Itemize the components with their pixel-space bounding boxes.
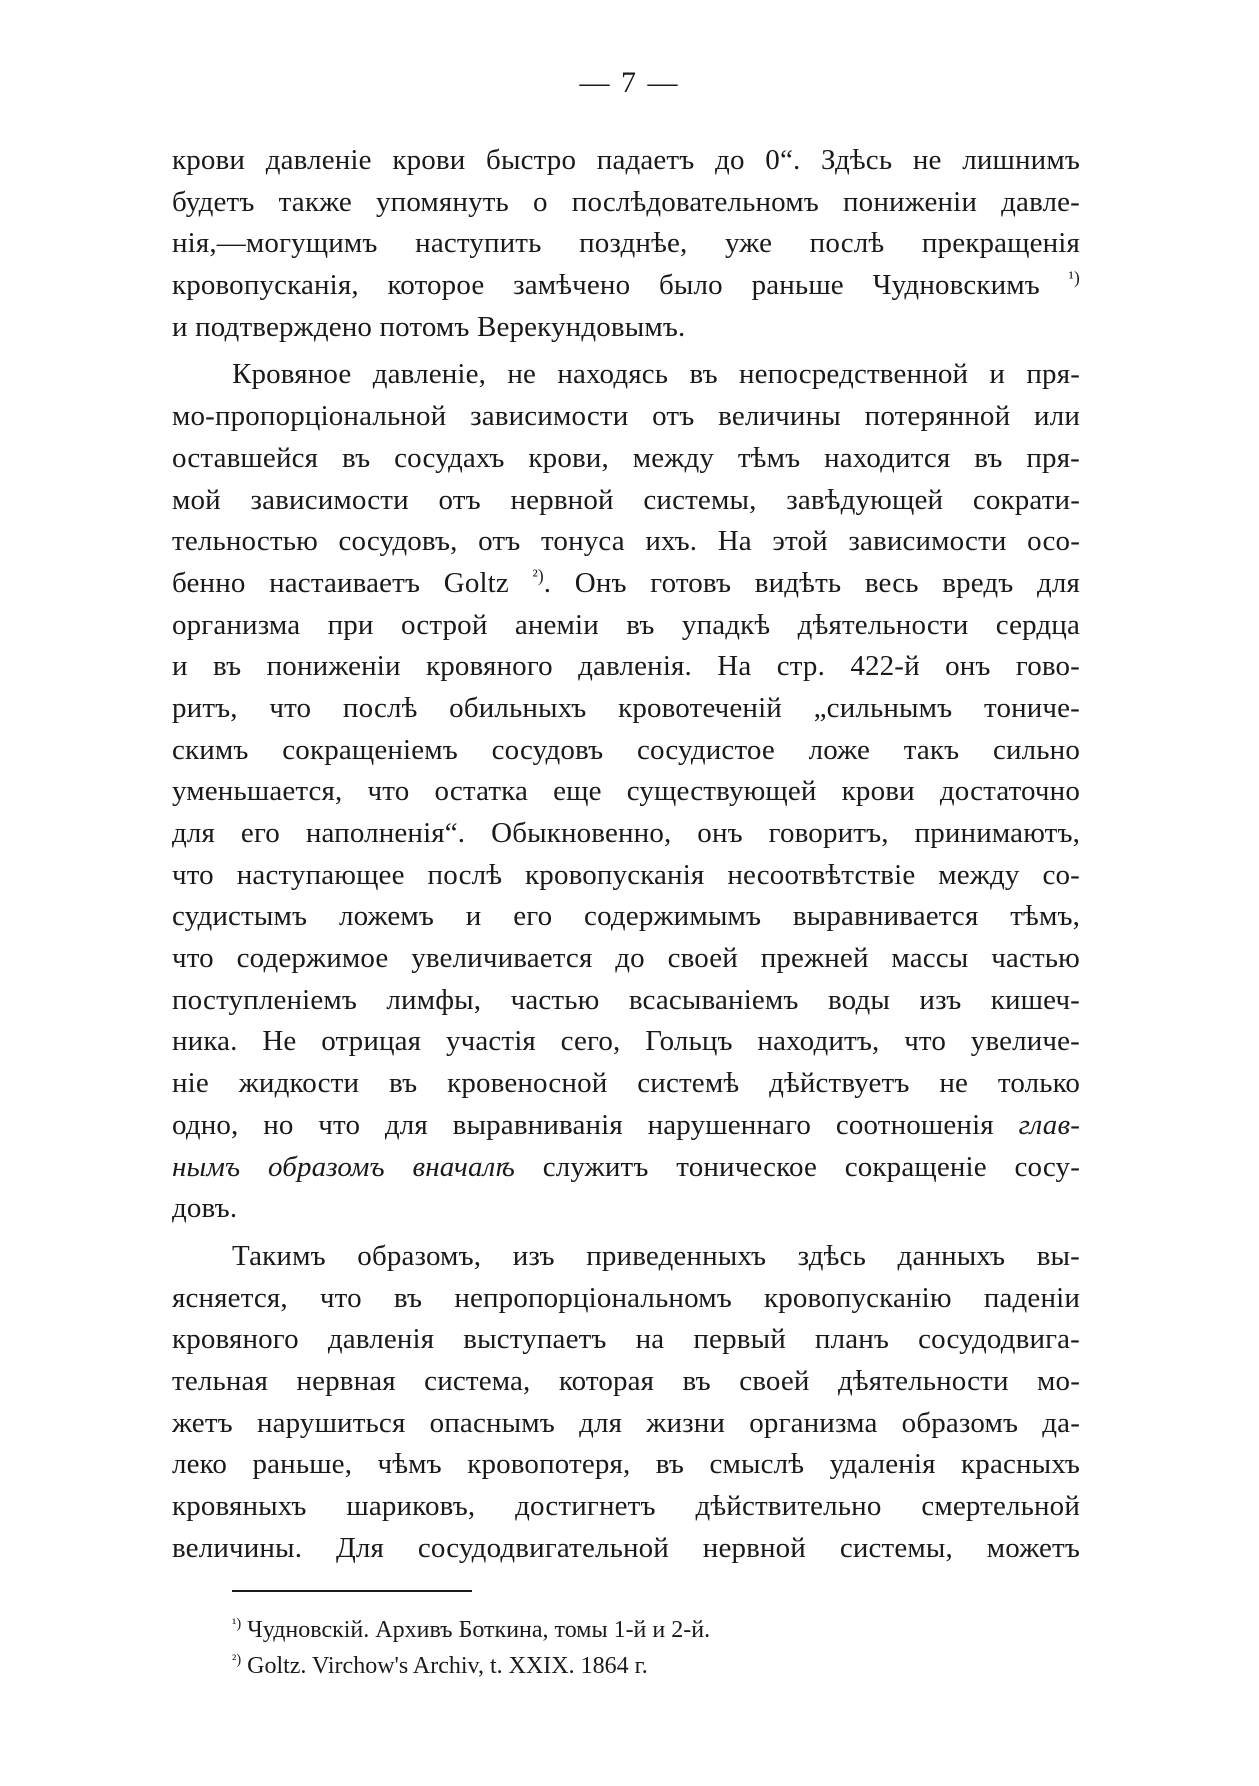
- footnote: [232, 1648, 1032, 1684]
- text-line: леко раньше, чѣмъ кровопотеря, въ смыслѣ удаленія красныхъ: [172, 1448, 1080, 1481]
- text-line: организма при острой анеміи въ упадкѣ дѣятельности сердца: [172, 608, 1080, 641]
- text-segment: бенно настаиваетъ Goltz: [172, 566, 509, 599]
- footnote-text: Goltz. Virchow's Archiv, t. XXIX. 1864 г.: [247, 1653, 648, 1679]
- text-line: крови давленіе крови быстро падаетъ до 0“. Здѣсь не лишнимъ: [172, 144, 1080, 176]
- text-line: [172, 563, 1080, 605]
- text-line: поступленіемъ лимфы, частью всасываніемъ воды изъ кишеч-: [172, 983, 1080, 1016]
- text-segment: служитъ тоническое сокращеніе сосу-: [542, 1150, 1080, 1183]
- text-line: что наступающее послѣ кровопусканія несоотвѣтствіе между со-: [172, 858, 1080, 891]
- text-segment: одно, но что для выравниванія нарушеннаго соотношенія: [172, 1108, 994, 1141]
- footnote-marker: ¹): [232, 1616, 242, 1632]
- text-line: для его наполненія“. Обыкновенно, онъ говоритъ, принимаютъ,: [172, 817, 1080, 849]
- text-line: жетъ нарушиться опаснымъ для жизни организма образомъ да-: [172, 1406, 1080, 1439]
- text-line: судистымъ ложемъ и его содержимымъ выравнивается тѣмъ,: [172, 900, 1080, 933]
- text-segment: . Онъ готовъ видѣть весь вредъ для: [543, 566, 1080, 599]
- text-line: Такимъ образомъ, изъ приведенныхъ здѣсь данныхъ вы-: [232, 1239, 1080, 1272]
- text-line: и подтверждено потомъ Верекундовымъ.: [172, 310, 686, 343]
- text-line: ритъ, что послѣ обильныхъ кровотеченій „сильнымъ тониче-: [172, 691, 1080, 724]
- footnote-marker: ²): [532, 565, 544, 586]
- italic-text: глав-: [1018, 1108, 1081, 1141]
- text-line: кровяного давленія выступаетъ на первый планъ сосудодвига-: [172, 1323, 1080, 1356]
- text-line: [172, 1105, 1080, 1147]
- text-line: ніе жидкости въ кровеносной системѣ дѣйствуетъ не только: [172, 1067, 1080, 1100]
- text-line: Кровяное давленіе, не находясь въ непосредственной и пря-: [232, 358, 1080, 391]
- italic-text: нымъ образомъ вначалѣ: [172, 1150, 515, 1183]
- text-line: оставшейся въ сосудахъ крови, между тѣмъ находится въ пря-: [172, 441, 1080, 474]
- text-line: величины. Для сосудодвигательной нервной системы, можетъ: [172, 1531, 1080, 1564]
- text-line: мо-пропорціональной зависимости отъ величины потерянной или: [172, 400, 1080, 433]
- footnote-marker: ¹): [1068, 267, 1080, 288]
- text-line: [172, 1147, 1080, 1189]
- footnote: [232, 1612, 1032, 1648]
- text-segment: кровопусканія, которое замѣчено было раньше Чудновскимъ: [172, 269, 1040, 302]
- page-number: — 7 —: [579, 66, 680, 99]
- footnote-text: Чудновскій. Архивъ Боткина, томы 1-й и 2-й.: [247, 1617, 711, 1643]
- text-line: ника. Не отрицая участія сего, Гольцъ находитъ, что увеличе-: [172, 1025, 1080, 1058]
- text-line: уменьшается, что остатка еще существующей крови достаточно: [172, 775, 1080, 808]
- footnote-divider: [232, 1590, 472, 1592]
- body-text: [172, 140, 1080, 1569]
- text-line: довъ.: [172, 1192, 238, 1225]
- footnote-marker: ²): [232, 1652, 242, 1668]
- text-line: тельная нервная система, которая въ своей дѣятельности мо-: [172, 1364, 1080, 1397]
- text-line: будетъ также упомянуть о послѣдовательномъ пониженіи давле-: [172, 185, 1080, 218]
- footnotes: [232, 1612, 1032, 1684]
- text-line: ясняется, что въ непропорціональномъ кровопусканію паденіи: [172, 1281, 1080, 1314]
- text-line: кровяныхъ шариковъ, достигнетъ дѣйствительно смертельной: [172, 1490, 1080, 1522]
- text-line: что содержимое увеличивается до своей прежней массы частью: [172, 942, 1080, 975]
- text-line: мой зависимости отъ нервной системы, завѣдующей сократи-: [172, 483, 1080, 516]
- text-line: тельностью сосудовъ, отъ тонуса ихъ. На этой зависимости осо-: [172, 525, 1080, 558]
- text-line: [172, 265, 1080, 307]
- text-line: и въ пониженіи кровяного давленія. На стр. 422-й онъ гово-: [172, 650, 1080, 683]
- text-line: нія,—могущимъ наступить позднѣе, уже послѣ прекращенія: [172, 227, 1080, 260]
- text-line: скимъ сокращеніемъ сосудовъ сосудистое ложе такъ сильно: [172, 733, 1080, 766]
